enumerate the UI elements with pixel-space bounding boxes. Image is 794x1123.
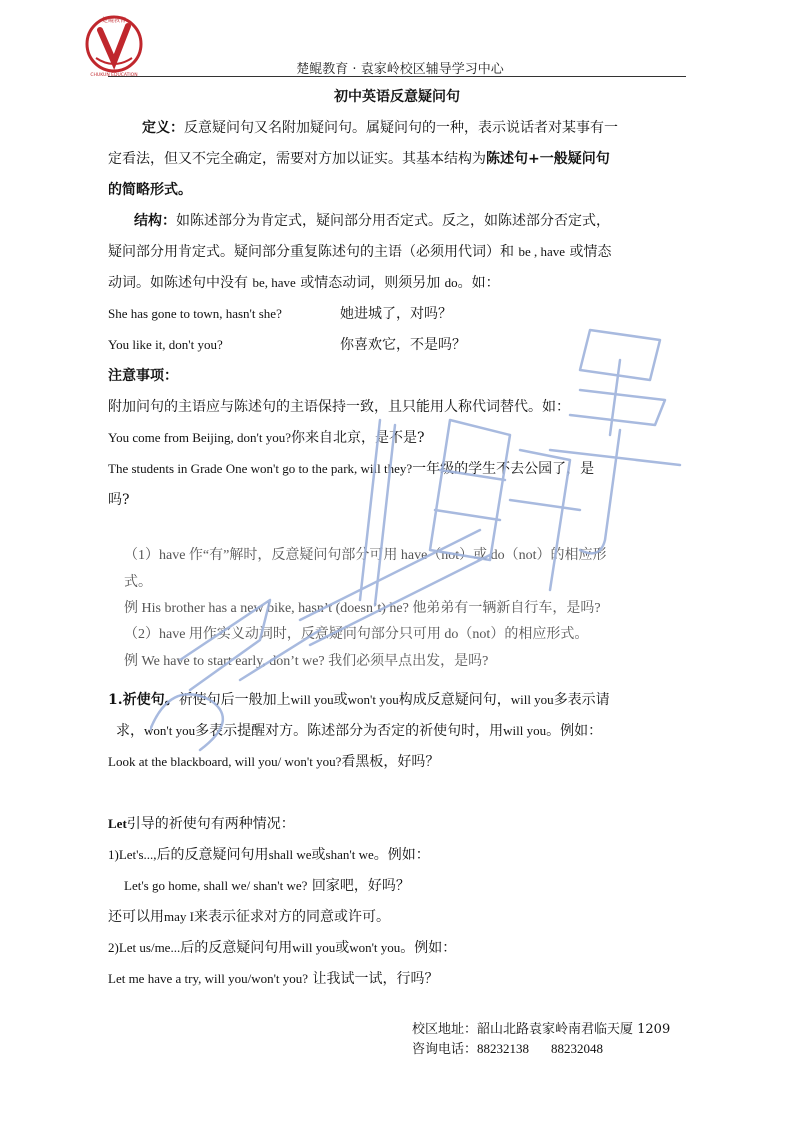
notes-example-2: The students in Grade One won't go to the park, will they?一年级的学生不去公园了，是	[108, 461, 595, 477]
let-case-1: 1)Let's...,后的反意疑问句用shall we或shan't we。例如：	[108, 847, 430, 863]
header-title: 楚鲲教育 · 袁家岭校区辅导学习中心	[296, 62, 504, 77]
excerpt-line: 例 His brother has a new bike, hasn’t (doesn’t) he? 他弟弟有一辆新自行车，是吗?	[124, 601, 601, 616]
imperative-line-2: 求，won't you多表示提醒对方。陈述部分为否定的祈使句时，用will you。例如：	[116, 723, 603, 739]
let-intro: Let引导的祈使句有两种情况：	[108, 816, 295, 832]
excerpt-line: 例 We have to start early, don’t we? 我们必须早点出发，是吗?	[124, 654, 489, 669]
let-case-1-example: Let's go home, shall we/ shan't we? 回家吧，好吗？	[124, 878, 410, 894]
definition-line-1: 定义：反意疑问句又名附加疑问句。属疑问句的一种，表示说话者对某事有一	[142, 120, 618, 136]
notes-line-1: 附加问句的主语应与陈述句的主语保持一致，且只能用人称代词替代。如：	[108, 399, 570, 415]
chukun-logo-icon	[74, 12, 154, 78]
excerpt-line: 式。	[124, 575, 152, 590]
logo-subtext: CHUKUN EDUCATION	[90, 73, 138, 78]
logo-text: 楚鲲教育	[101, 17, 127, 24]
let-case-2-example: Let me have a try, will you/won't you? 让我试一试，行吗？	[108, 971, 439, 987]
definition-line-2: 定看法，但又不完全确定，需要对方加以证实。其基本结构为陈述句+一般疑问句	[108, 151, 610, 167]
notes-example-2-cont: 吗?	[108, 492, 130, 508]
imperative-label: 祈使句。	[122, 692, 179, 708]
let-case-2: 2)Let us/me...后的反意疑问句用will you或won't you。例如：	[108, 940, 457, 956]
let-alternative: 还可以用may I来表示征求对方的同意或许可。	[108, 909, 390, 925]
structure-line-2: 疑问部分用肯定式。疑问部分重复陈述句的主语（必须用代词）和 be , have 或情态	[108, 244, 612, 260]
definition-label: 定义：	[142, 120, 184, 136]
footer-phone: 咨询电话：88232138 88232048	[412, 1041, 604, 1057]
imperative-line-1: 1.祈使句。祈使句后一般加上will you或won't you构成反意疑问句，will you多表示请	[108, 692, 610, 708]
structure-line-1: 结构：如陈述部分为肯定式，疑问部分用否定式。反之，如陈述部分否定式，	[134, 213, 610, 229]
header-divider	[108, 76, 686, 77]
imperative-example: Look at the blackboard, will you/ won't you?看黑板，好吗？	[108, 754, 440, 770]
document-title: 初中英语反意疑问句	[334, 89, 460, 105]
excerpt-line: （2）have 用作实义动词时，反意疑问句部分只可用 do（not）的相应形式。	[124, 627, 589, 642]
definition-line-3: 的简略形式。	[108, 182, 192, 198]
footer-address: 校区地址：韶山北路袁家岭南君临天厦 1209	[412, 1022, 671, 1037]
example-row: She has gone to town, hasn't she? 她进城了，对吗？	[108, 306, 452, 322]
notes-label: 注意事项：	[108, 368, 178, 384]
structure-line-3: 动词。如陈述句中没有 be, have 或情态动词，则须另加 do。如：	[108, 275, 500, 291]
notes-example-1: You come from Beijing, don't you?你来自北京，是不是?	[108, 430, 425, 446]
example-row: You like it, don't you? 你喜欢它，不是吗？	[108, 337, 466, 353]
structure-label: 结构：	[134, 213, 176, 229]
excerpt-line: （1）have 作“有”解时，反意疑问句部分可用 have（not）或 do（not）的相应形	[124, 548, 607, 563]
